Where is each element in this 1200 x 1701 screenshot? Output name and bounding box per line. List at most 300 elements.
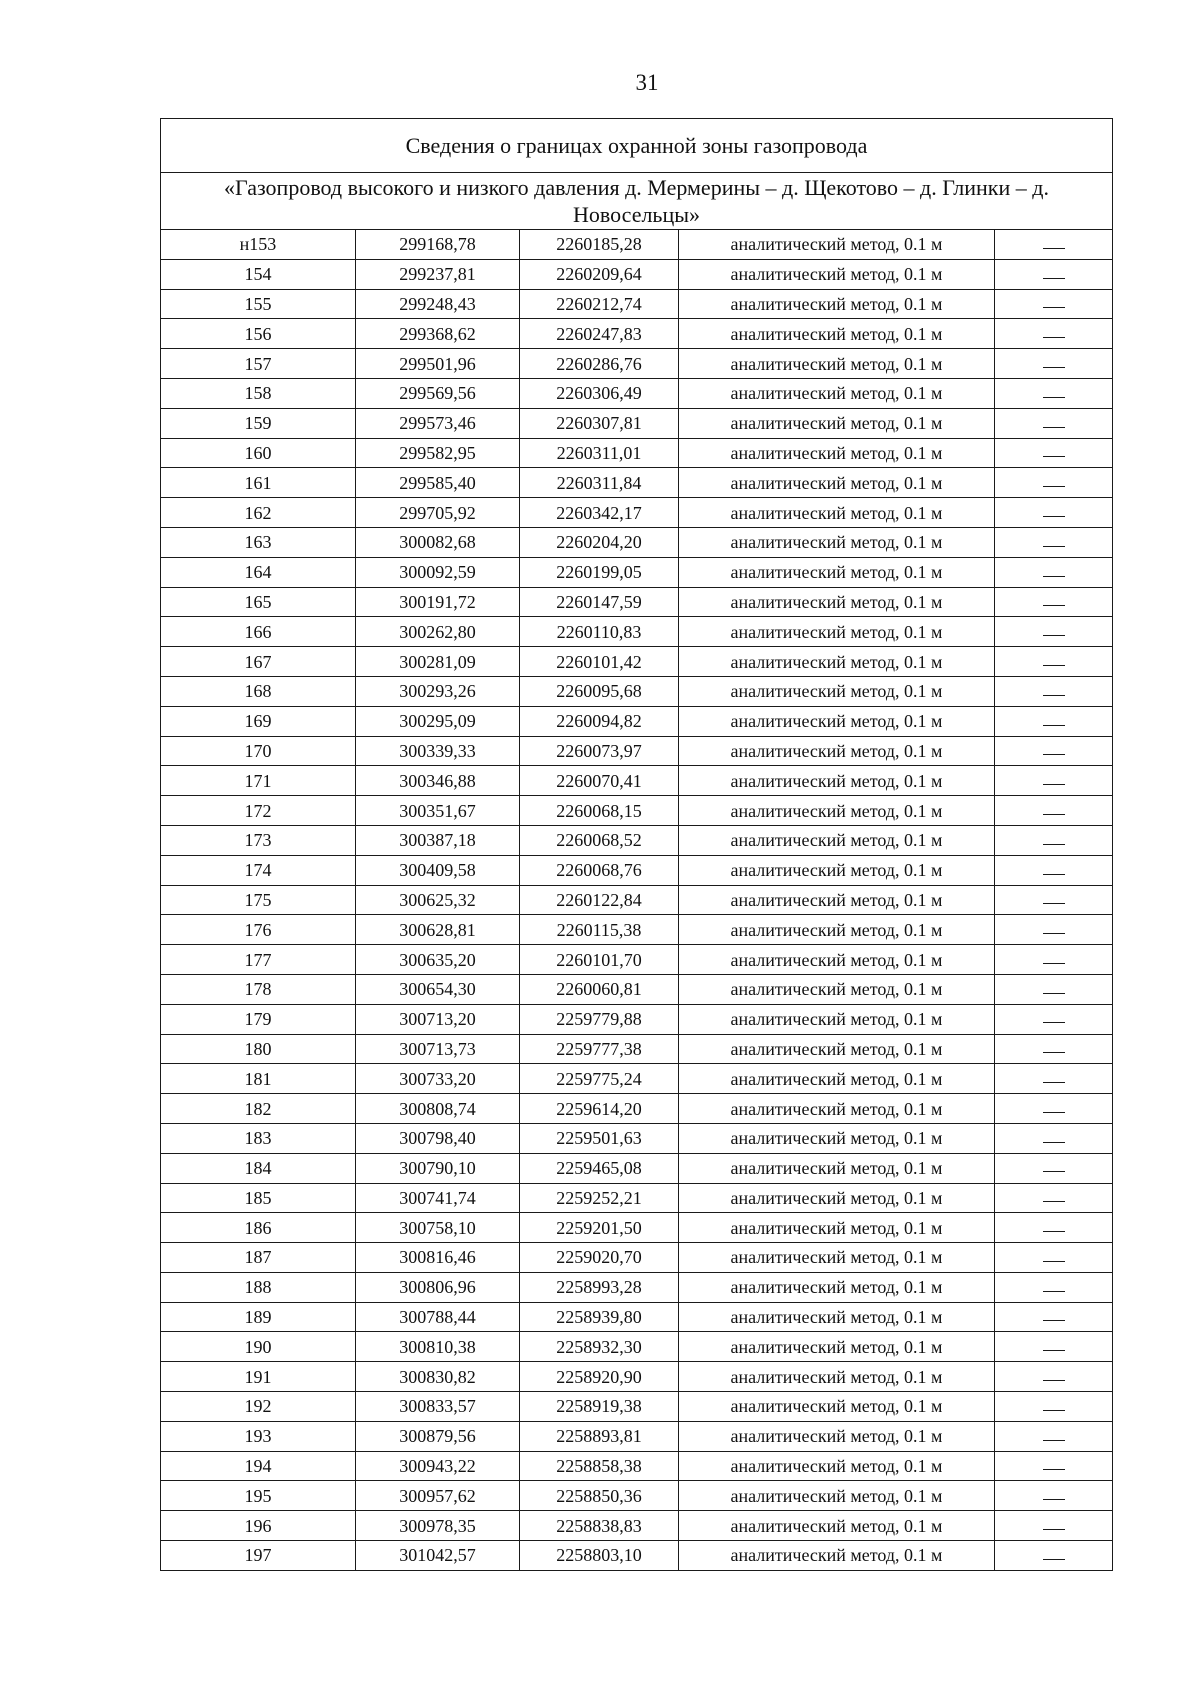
x-coordinate-cell: 300806,96 [356,1272,520,1302]
point-number-cell: 180 [161,1034,356,1064]
x-coordinate-cell: 300628,81 [356,915,520,945]
point-number-cell: 160 [161,438,356,468]
table-row [161,378,1113,408]
point-number-cell: 157 [161,349,356,379]
x-coordinate-cell: 300978,35 [356,1511,520,1541]
dash-mark [1043,874,1065,875]
method-cell: аналитический метод, 0.1 м [679,974,995,1004]
table-row [161,1541,1113,1571]
dash-mark [1043,1082,1065,1083]
method-cell: аналитический метод, 0.1 м [679,349,995,379]
table-row [161,587,1113,617]
point-number-cell: 181 [161,1064,356,1094]
point-number-cell: н153 [161,230,356,260]
dash-mark [1043,1559,1065,1560]
point-number-cell: 196 [161,1511,356,1541]
table-row [161,1302,1113,1332]
dash-mark [1043,1201,1065,1202]
table-row [161,885,1113,915]
description-cell [995,1123,1113,1153]
dash-mark [1043,1320,1065,1321]
x-coordinate-cell: 300798,40 [356,1123,520,1153]
dash-mark [1043,1112,1065,1113]
description-cell [995,945,1113,975]
method-cell: аналитический метод, 0.1 м [679,1064,995,1094]
method-cell: аналитический метод, 0.1 м [679,468,995,498]
method-cell: аналитический метод, 0.1 м [679,1302,995,1332]
dash-mark [1043,456,1065,457]
y-coordinate-cell: 2260209,64 [520,259,679,289]
x-coordinate-cell: 300339,33 [356,736,520,766]
x-coordinate-cell: 300351,67 [356,796,520,826]
description-cell [995,1332,1113,1362]
method-cell: аналитический метод, 0.1 м [679,1183,995,1213]
table-row [161,1094,1113,1124]
dash-mark [1043,1231,1065,1232]
point-number-cell: 155 [161,289,356,319]
dash-mark [1043,903,1065,904]
x-coordinate-cell: 300713,73 [356,1034,520,1064]
x-coordinate-cell: 300346,88 [356,766,520,796]
dash-mark [1043,1380,1065,1381]
dash-mark [1043,1350,1065,1351]
table-row [161,259,1113,289]
point-number-cell: 172 [161,796,356,826]
table-row [161,527,1113,557]
dash-mark [1043,1529,1065,1530]
y-coordinate-cell: 2260101,42 [520,647,679,677]
y-coordinate-cell: 2260122,84 [520,885,679,915]
method-cell: аналитический метод, 0.1 м [679,825,995,855]
y-coordinate-cell: 2260185,28 [520,230,679,260]
y-coordinate-cell: 2258939,80 [520,1302,679,1332]
x-coordinate-cell: 300262,80 [356,617,520,647]
dash-mark [1043,1291,1065,1292]
point-number-cell: 176 [161,915,356,945]
y-coordinate-cell: 2259252,21 [520,1183,679,1213]
y-coordinate-cell: 2260199,05 [520,557,679,587]
table-row [161,1511,1113,1541]
description-cell [995,349,1113,379]
y-coordinate-cell: 2260101,70 [520,945,679,975]
description-cell [995,885,1113,915]
point-number-cell: 189 [161,1302,356,1332]
method-cell: аналитический метод, 0.1 м [679,1481,995,1511]
method-cell: аналитический метод, 0.1 м [679,855,995,885]
dash-mark [1043,1469,1065,1470]
x-coordinate-cell: 299248,43 [356,289,520,319]
method-cell: аналитический метод, 0.1 м [679,1004,995,1034]
method-cell: аналитический метод, 0.1 м [679,408,995,438]
table-row [161,1421,1113,1451]
description-cell [995,1183,1113,1213]
point-number-cell: 158 [161,378,356,408]
table-subtitle: «Газопровод высокого и низкого давления д. Мермерины – д. Щекотово – д. Глинки – д. Новосельцы» [161,173,1113,230]
point-number-cell: 171 [161,766,356,796]
table-row [161,1213,1113,1243]
x-coordinate-cell: 300741,74 [356,1183,520,1213]
table-row [161,1362,1113,1392]
method-cell: аналитический метод, 0.1 м [679,766,995,796]
point-number-cell: 162 [161,498,356,528]
y-coordinate-cell: 2260068,52 [520,825,679,855]
x-coordinate-cell: 299237,81 [356,259,520,289]
table-row [161,557,1113,587]
description-cell [995,319,1113,349]
x-coordinate-cell: 299585,40 [356,468,520,498]
point-number-cell: 177 [161,945,356,975]
point-number-cell: 170 [161,736,356,766]
x-coordinate-cell: 300191,72 [356,587,520,617]
x-coordinate-cell: 300092,59 [356,557,520,587]
dash-mark [1043,725,1065,726]
x-coordinate-cell: 299573,46 [356,408,520,438]
dash-mark [1043,1410,1065,1411]
y-coordinate-cell: 2258838,83 [520,1511,679,1541]
dash-mark [1043,486,1065,487]
y-coordinate-cell: 2260095,68 [520,676,679,706]
point-number-cell: 167 [161,647,356,677]
method-cell: аналитический метод, 0.1 м [679,706,995,736]
dash-mark [1043,427,1065,428]
method-cell: аналитический метод, 0.1 м [679,1451,995,1481]
description-cell [995,706,1113,736]
table-row [161,1392,1113,1422]
y-coordinate-cell: 2260115,38 [520,915,679,945]
y-coordinate-cell: 2259775,24 [520,1064,679,1094]
y-coordinate-cell: 2259465,08 [520,1153,679,1183]
method-cell: аналитический метод, 0.1 м [679,1034,995,1064]
point-number-cell: 184 [161,1153,356,1183]
x-coordinate-cell: 299569,56 [356,378,520,408]
y-coordinate-cell: 2260286,76 [520,349,679,379]
point-number-cell: 173 [161,825,356,855]
table-row [161,647,1113,677]
description-cell [995,1392,1113,1422]
method-cell: аналитический метод, 0.1 м [679,1332,995,1362]
point-number-cell: 190 [161,1332,356,1362]
table-row [161,855,1113,885]
table-row [161,289,1113,319]
table-row [161,1064,1113,1094]
description-cell [995,915,1113,945]
description-cell [995,259,1113,289]
point-number-cell: 165 [161,587,356,617]
dash-mark [1043,248,1065,249]
y-coordinate-cell: 2260342,17 [520,498,679,528]
method-cell: аналитический метод, 0.1 м [679,1511,995,1541]
x-coordinate-cell: 300293,26 [356,676,520,706]
description-cell [995,1511,1113,1541]
description-cell [995,796,1113,826]
point-number-cell: 164 [161,557,356,587]
y-coordinate-cell: 2259777,38 [520,1034,679,1064]
dash-mark [1043,1499,1065,1500]
point-number-cell: 159 [161,408,356,438]
y-coordinate-cell: 2260110,83 [520,617,679,647]
table-row [161,825,1113,855]
x-coordinate-cell: 299705,92 [356,498,520,528]
table-row [161,349,1113,379]
y-coordinate-cell: 2260306,49 [520,378,679,408]
table-row [161,1034,1113,1064]
x-coordinate-cell: 300082,68 [356,527,520,557]
dash-mark [1043,516,1065,517]
y-coordinate-cell: 2260311,01 [520,438,679,468]
description-cell [995,289,1113,319]
y-coordinate-cell: 2260068,15 [520,796,679,826]
dash-mark [1043,1142,1065,1143]
point-number-cell: 168 [161,676,356,706]
method-cell: аналитический метод, 0.1 м [679,259,995,289]
method-cell: аналитический метод, 0.1 м [679,1421,995,1451]
point-number-cell: 187 [161,1243,356,1273]
table-row [161,319,1113,349]
description-cell [995,408,1113,438]
y-coordinate-cell: 2259201,50 [520,1213,679,1243]
x-coordinate-cell: 300409,58 [356,855,520,885]
y-coordinate-cell: 2259020,70 [520,1243,679,1273]
description-cell [995,587,1113,617]
method-cell: аналитический метод, 0.1 м [679,647,995,677]
description-cell [995,736,1113,766]
page-number: 31 [635,70,659,95]
y-coordinate-cell: 2258893,81 [520,1421,679,1451]
y-coordinate-cell: 2258858,38 [520,1451,679,1481]
dash-mark [1043,635,1065,636]
table-row [161,617,1113,647]
point-number-cell: 182 [161,1094,356,1124]
x-coordinate-cell: 300957,62 [356,1481,520,1511]
table-title-row [161,119,1113,173]
table-row [161,1153,1113,1183]
description-cell [995,1094,1113,1124]
method-cell: аналитический метод, 0.1 м [679,438,995,468]
method-cell: аналитический метод, 0.1 м [679,1123,995,1153]
table-row [161,1332,1113,1362]
dash-mark [1043,367,1065,368]
description-cell [995,557,1113,587]
method-cell: аналитический метод, 0.1 м [679,230,995,260]
method-cell: аналитический метод, 0.1 м [679,319,995,349]
point-number-cell: 195 [161,1481,356,1511]
point-number-cell: 193 [161,1421,356,1451]
point-number-cell: 197 [161,1541,356,1571]
x-coordinate-cell: 300808,74 [356,1094,520,1124]
table-row [161,766,1113,796]
x-coordinate-cell: 300733,20 [356,1064,520,1094]
x-coordinate-cell: 300790,10 [356,1153,520,1183]
dash-mark [1043,546,1065,547]
description-cell [995,825,1113,855]
table-row [161,945,1113,975]
table-row [161,1481,1113,1511]
method-cell: аналитический метод, 0.1 м [679,1362,995,1392]
y-coordinate-cell: 2259614,20 [520,1094,679,1124]
y-coordinate-cell: 2259779,88 [520,1004,679,1034]
point-number-cell: 163 [161,527,356,557]
description-cell [995,676,1113,706]
y-coordinate-cell: 2258803,10 [520,1541,679,1571]
table-row [161,1004,1113,1034]
point-number-cell: 179 [161,1004,356,1034]
dash-mark [1043,1022,1065,1023]
point-number-cell: 188 [161,1272,356,1302]
y-coordinate-cell: 2259501,63 [520,1123,679,1153]
y-coordinate-cell: 2260204,20 [520,527,679,557]
table-row [161,796,1113,826]
description-cell [995,1213,1113,1243]
description-cell [995,1451,1113,1481]
description-cell [995,617,1113,647]
method-cell: аналитический метод, 0.1 м [679,736,995,766]
table-body [161,119,1113,1571]
y-coordinate-cell: 2260060,81 [520,974,679,1004]
dash-mark [1043,993,1065,994]
x-coordinate-cell: 300635,20 [356,945,520,975]
method-cell: аналитический метод, 0.1 м [679,1243,995,1273]
dash-mark [1043,576,1065,577]
description-cell [995,647,1113,677]
method-cell: аналитический метод, 0.1 м [679,587,995,617]
point-number-cell: 191 [161,1362,356,1392]
point-number-cell: 174 [161,855,356,885]
x-coordinate-cell: 299168,78 [356,230,520,260]
y-coordinate-cell: 2260212,74 [520,289,679,319]
x-coordinate-cell: 300625,32 [356,885,520,915]
y-coordinate-cell: 2258993,28 [520,1272,679,1302]
point-number-cell: 166 [161,617,356,647]
method-cell: аналитический метод, 0.1 м [679,945,995,975]
x-coordinate-cell: 300833,57 [356,1392,520,1422]
method-cell: аналитический метод, 0.1 м [679,1153,995,1183]
method-cell: аналитический метод, 0.1 м [679,1541,995,1571]
x-coordinate-cell: 299582,95 [356,438,520,468]
x-coordinate-cell: 300295,09 [356,706,520,736]
dash-mark [1043,1052,1065,1053]
table-subtitle-row [161,173,1113,230]
point-number-cell: 175 [161,885,356,915]
point-number-cell: 154 [161,259,356,289]
table-row [161,974,1113,1004]
description-cell [995,378,1113,408]
description-cell [995,1153,1113,1183]
dash-mark [1043,278,1065,279]
table-row [161,438,1113,468]
dash-mark [1043,605,1065,606]
method-cell: аналитический метод, 0.1 м [679,289,995,319]
table-row [161,230,1113,260]
x-coordinate-cell: 300713,20 [356,1004,520,1034]
x-coordinate-cell: 300788,44 [356,1302,520,1332]
dash-mark [1043,397,1065,398]
x-coordinate-cell: 300387,18 [356,825,520,855]
y-coordinate-cell: 2260094,82 [520,706,679,736]
table-row [161,676,1113,706]
description-cell [995,1362,1113,1392]
method-cell: аналитический метод, 0.1 м [679,676,995,706]
dash-mark [1043,1440,1065,1441]
method-cell: аналитический метод, 0.1 м [679,1094,995,1124]
x-coordinate-cell: 300758,10 [356,1213,520,1243]
table-row [161,1451,1113,1481]
dash-mark [1043,933,1065,934]
table-row [161,468,1113,498]
description-cell [995,1481,1113,1511]
description-cell [995,1541,1113,1571]
description-cell [995,1272,1113,1302]
y-coordinate-cell: 2260311,84 [520,468,679,498]
description-cell [995,1004,1113,1034]
table-row [161,915,1113,945]
description-cell [995,1302,1113,1332]
method-cell: аналитический метод, 0.1 м [679,498,995,528]
table-title: Сведения о границах охранной зоны газопровода [161,119,1113,173]
point-number-cell: 185 [161,1183,356,1213]
x-coordinate-cell: 299368,62 [356,319,520,349]
dash-mark [1043,307,1065,308]
method-cell: аналитический метод, 0.1 м [679,1272,995,1302]
table-row [161,408,1113,438]
dash-mark [1043,665,1065,666]
description-cell [995,468,1113,498]
point-number-cell: 169 [161,706,356,736]
description-cell [995,1064,1113,1094]
description-cell [995,527,1113,557]
method-cell: аналитический метод, 0.1 м [679,617,995,647]
x-coordinate-cell: 300654,30 [356,974,520,1004]
description-cell [995,1243,1113,1273]
description-cell [995,438,1113,468]
description-cell [995,1421,1113,1451]
x-coordinate-cell: 301042,57 [356,1541,520,1571]
x-coordinate-cell: 300943,22 [356,1451,520,1481]
description-cell [995,855,1113,885]
table-row [161,1183,1113,1213]
method-cell: аналитический метод, 0.1 м [679,1392,995,1422]
dash-mark [1043,1261,1065,1262]
table-row [161,1123,1113,1153]
y-coordinate-cell: 2260068,76 [520,855,679,885]
point-number-cell: 192 [161,1392,356,1422]
method-cell: аналитический метод, 0.1 м [679,1213,995,1243]
dash-mark [1043,754,1065,755]
method-cell: аналитический метод, 0.1 м [679,885,995,915]
y-coordinate-cell: 2258920,90 [520,1362,679,1392]
point-number-cell: 194 [161,1451,356,1481]
y-coordinate-cell: 2260070,41 [520,766,679,796]
point-number-cell: 156 [161,319,356,349]
dash-mark [1043,963,1065,964]
point-number-cell: 183 [161,1123,356,1153]
y-coordinate-cell: 2258850,36 [520,1481,679,1511]
x-coordinate-cell: 299501,96 [356,349,520,379]
method-cell: аналитический метод, 0.1 м [679,378,995,408]
method-cell: аналитический метод, 0.1 м [679,527,995,557]
x-coordinate-cell: 300830,82 [356,1362,520,1392]
point-number-cell: 186 [161,1213,356,1243]
dash-mark [1043,844,1065,845]
dash-mark [1043,695,1065,696]
y-coordinate-cell: 2260247,83 [520,319,679,349]
dash-mark [1043,814,1065,815]
method-cell: аналитический метод, 0.1 м [679,557,995,587]
y-coordinate-cell: 2258919,38 [520,1392,679,1422]
dash-mark [1043,784,1065,785]
description-cell [995,766,1113,796]
y-coordinate-cell: 2258932,30 [520,1332,679,1362]
description-cell [995,498,1113,528]
